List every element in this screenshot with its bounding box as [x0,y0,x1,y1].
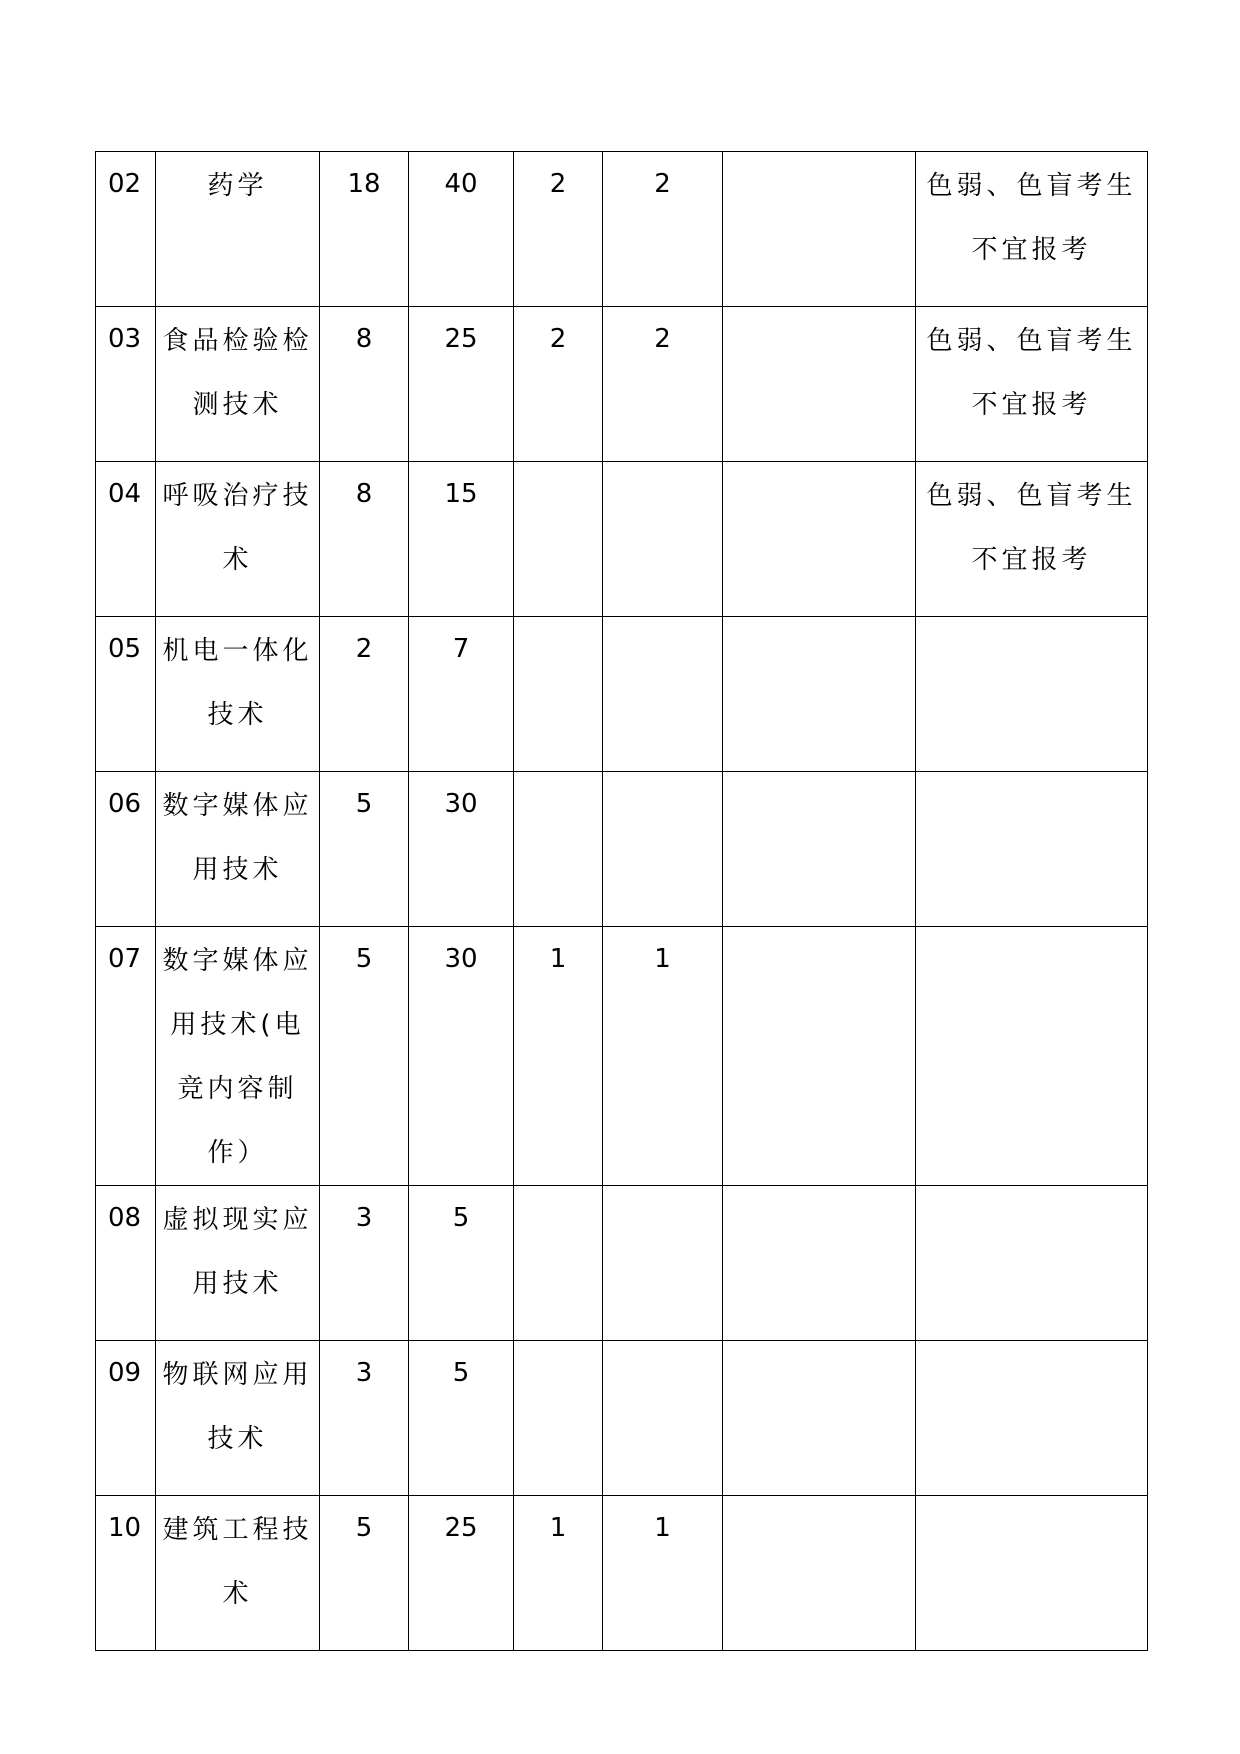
note-cell [916,307,1148,462]
value-col-4: 1 [603,927,723,1186]
table-row [96,462,1148,617]
table-body [96,152,1148,1651]
row-code: 09 [96,1341,156,1496]
note-text: 色弱、色盲考生不宜报考 [926,171,1137,265]
note-cell [916,1496,1148,1651]
major-name [156,1186,320,1341]
note-text [916,927,1147,929]
major-name [156,772,320,927]
note-cell [916,617,1148,772]
table-row [96,927,1148,1186]
note-text: 色弱、色盲考生不宜报考 [926,326,1137,420]
row-code: 07 [96,927,156,1186]
value-col-4 [603,1186,723,1341]
note-text [916,1496,1147,1498]
table-row [96,152,1148,307]
table-row [96,1496,1148,1651]
note-text [916,772,1147,774]
value-col-1: 5 [320,927,409,1186]
major-name-text: 数字媒体应用技术 [162,791,313,885]
major-name [156,462,320,617]
value-col-3 [514,617,603,772]
note-text [916,1186,1147,1188]
note-cell [916,1341,1148,1496]
table-row [96,307,1148,462]
note-text [916,617,1147,619]
row-code: 04 [96,462,156,617]
value-col-2: 40 [409,152,514,307]
value-col-1: 8 [320,307,409,462]
value-col-4: 2 [603,307,723,462]
value-col-3: 2 [514,307,603,462]
row-code: 10 [96,1496,156,1651]
major-name [156,927,320,1186]
note-text: 色弱、色盲考生不宜报考 [926,481,1137,575]
value-col-5 [723,1186,916,1341]
value-col-2: 30 [409,772,514,927]
value-col-5 [723,772,916,927]
major-name [156,1341,320,1496]
major-name [156,307,320,462]
value-col-5 [723,927,916,1186]
value-col-3: 2 [514,152,603,307]
table-row [96,772,1148,927]
table-row [96,1341,1148,1496]
value-col-3: 1 [514,927,603,1186]
value-col-4 [603,1341,723,1496]
value-col-3 [514,462,603,617]
value-col-2: 25 [409,1496,514,1651]
value-col-3 [514,1186,603,1341]
major-name-text: 机电一体化技术 [162,636,313,730]
value-col-2: 15 [409,462,514,617]
value-col-4 [603,617,723,772]
major-name-text: 药学 [207,171,268,201]
value-col-5 [723,1496,916,1651]
major-name [156,152,320,307]
note-cell [916,772,1148,927]
major-plan-table [95,151,1148,1651]
value-col-5 [723,152,916,307]
major-name [156,617,320,772]
value-col-4 [603,462,723,617]
value-col-4: 2 [603,152,723,307]
table-row [96,1186,1148,1341]
value-col-1: 3 [320,1341,409,1496]
note-cell [916,927,1148,1186]
value-col-3: 1 [514,1496,603,1651]
note-cell [916,152,1148,307]
value-col-1: 18 [320,152,409,307]
major-name-text: 虚拟现实应用技术 [162,1205,313,1299]
major-name-text: 物联网应用技术 [162,1360,313,1454]
value-col-3 [514,1341,603,1496]
row-code: 05 [96,617,156,772]
value-col-2: 25 [409,307,514,462]
value-col-2: 5 [409,1341,514,1496]
value-col-1: 8 [320,462,409,617]
note-cell [916,462,1148,617]
value-col-1: 5 [320,772,409,927]
row-code: 02 [96,152,156,307]
value-col-2: 30 [409,927,514,1186]
major-name-text: 数字媒体应用技术(电竞内容制作） [162,946,313,1168]
value-col-3 [514,772,603,927]
row-code: 08 [96,1186,156,1341]
major-name-text: 食品检验检测技术 [162,326,313,420]
value-col-1: 2 [320,617,409,772]
value-col-4: 1 [603,1496,723,1651]
major-name [156,1496,320,1651]
value-col-2: 7 [409,617,514,772]
row-code: 06 [96,772,156,927]
value-col-4 [603,772,723,927]
note-text [916,1341,1147,1343]
major-name-text: 呼吸治疗技术 [162,481,313,575]
value-col-5 [723,1341,916,1496]
row-code: 03 [96,307,156,462]
table-row [96,617,1148,772]
value-col-5 [723,462,916,617]
value-col-5 [723,307,916,462]
value-col-1: 5 [320,1496,409,1651]
value-col-2: 5 [409,1186,514,1341]
value-col-5 [723,617,916,772]
major-name-text: 建筑工程技术 [162,1515,313,1609]
note-cell [916,1186,1148,1341]
value-col-1: 3 [320,1186,409,1341]
